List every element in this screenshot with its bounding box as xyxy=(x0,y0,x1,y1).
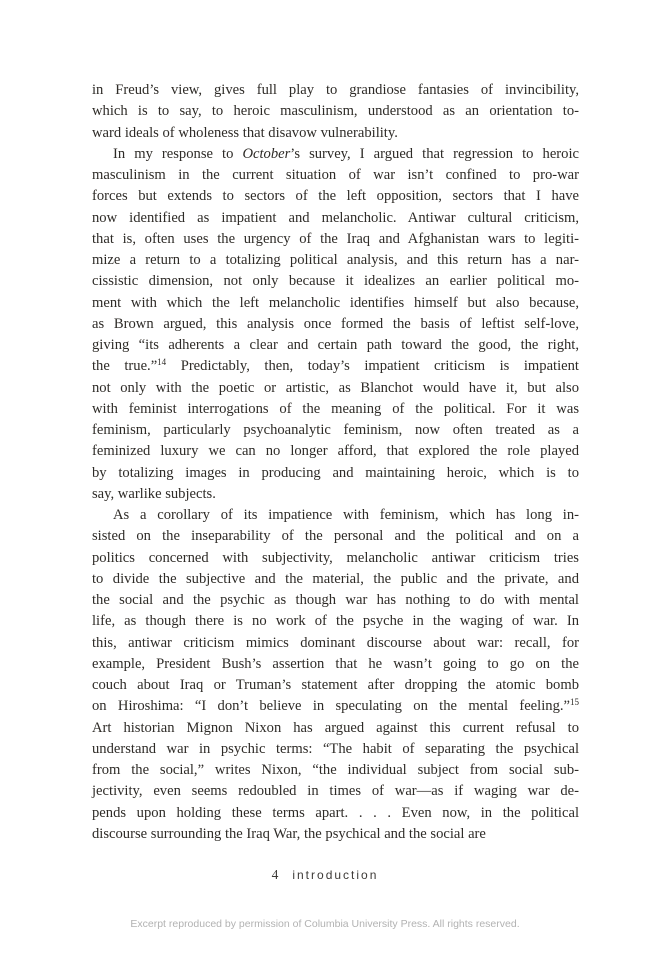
text-line: giving “its adherents a clear and certain path toward the good, the right, xyxy=(92,337,579,353)
text-line: feminized luxury we can no longer afford, that explored the role played xyxy=(92,443,579,460)
text-line: jectivity, even seems redoubled in times of war—as if waging war de- xyxy=(92,783,579,800)
text-line: understand war in psychic terms: “The habit of separating the psychical xyxy=(92,740,579,757)
text-line: forces but extends to sectors of the left opposition, sectors that I have xyxy=(92,188,579,205)
text-line: in Freud’s view, gives full play to grandiose fantasies of invincibility, xyxy=(92,82,579,98)
text-line: masculinism in the current situation of war isn’t confined to pro-war xyxy=(92,167,579,183)
text-line: this, antiwar criticism mimics dominant discourse about war: recall, for xyxy=(92,634,579,651)
line-segment: In my response to xyxy=(113,145,243,162)
copyright-notice: Excerpt reproduced by permission of Columbia University Press. All rights reserved. xyxy=(130,918,520,930)
line-segment: on Hiroshima: “I don’t believe in speculating on the mental feeling.” xyxy=(92,698,570,715)
text-line: sisted on the inseparability of the personal and the political and on a xyxy=(92,528,579,545)
text-line: pends upon holding these terms apart. . . . Even now, in the political xyxy=(92,804,579,821)
text-line: couch about Iraq or Truman’s statement after dropping the atomic bomb xyxy=(92,677,579,693)
text-line: with feminist interrogations of the meaning of the political. For it was xyxy=(92,400,579,417)
line-segment: Predictably, then, today’s impatient criticism is impatient xyxy=(166,358,579,375)
text-line: discourse surrounding the Iraq War, the psychical and the social are xyxy=(92,825,486,842)
running-footer xyxy=(0,866,650,884)
text-line: mize a return to a totalizing political analysis, and this return has a nar- xyxy=(92,252,579,268)
text-line xyxy=(92,144,579,165)
text-line: that is, often uses the urgency of the Iraq and Afghanistan wars to legiti- xyxy=(92,230,579,247)
text-line: ment with which the left melancholic identifies himself but also because, xyxy=(92,294,579,311)
text-line: now identified as impatient and melancholic. Antiwar cultural criticism, xyxy=(92,209,579,226)
text-line: As a corollary of its impatience with feminism, which has long in- xyxy=(113,507,579,523)
text-line: to divide the subjective and the material, the public and the private, and xyxy=(92,570,579,587)
text-line xyxy=(92,356,579,377)
text-line: as Brown argued, this analysis once formed the basis of leftist self-love, xyxy=(92,315,579,332)
page-number: 4 xyxy=(271,867,279,882)
text-line: which is to say, to heroic masculinism, understood as an orientation to- xyxy=(92,103,579,120)
line-segment: ’s survey, I argued that regression to heroic xyxy=(290,145,579,162)
text-line: example, President Bush’s assertion that he wasn’t going to go on the xyxy=(92,655,579,672)
text-line: not only with the poetic or artistic, as Blanchot would have it, but also xyxy=(92,379,579,396)
text-line: say, warlike subjects. xyxy=(92,485,216,502)
text-line: ward ideals of wholeness that disavow vulnerability. xyxy=(92,124,398,141)
text-line: Art historian Mignon Nixon has argued against this current refusal to xyxy=(92,719,579,736)
journal-title-italic: October xyxy=(242,145,291,162)
footnote-ref-14: 14 xyxy=(157,357,167,368)
text-line: from the social,” writes Nixon, “the individual subject from social sub- xyxy=(92,762,579,778)
footnote-ref-15: 15 xyxy=(570,697,579,708)
body-text xyxy=(92,80,579,845)
text-line: politics concerned with subjectivity, melancholic antiwar criticism tries xyxy=(92,549,579,566)
text-line: by totalizing images in producing and maintaining heroic, which is to xyxy=(92,464,579,481)
line-segment: the true.” xyxy=(92,358,158,375)
text-line: feminism, particularly psychoanalytic feminism, now often treated as a xyxy=(92,422,579,438)
text-line: the social and the psychic as though war has nothing to do with mental xyxy=(92,592,579,608)
section-title: introduction xyxy=(292,868,379,882)
text-line: cissistic dimension, not only because it idealizes an earlier political mo- xyxy=(92,273,579,290)
text-line: life, as though there is no work of the psyche in the waging of war. In xyxy=(92,613,579,630)
text-line xyxy=(92,696,579,717)
